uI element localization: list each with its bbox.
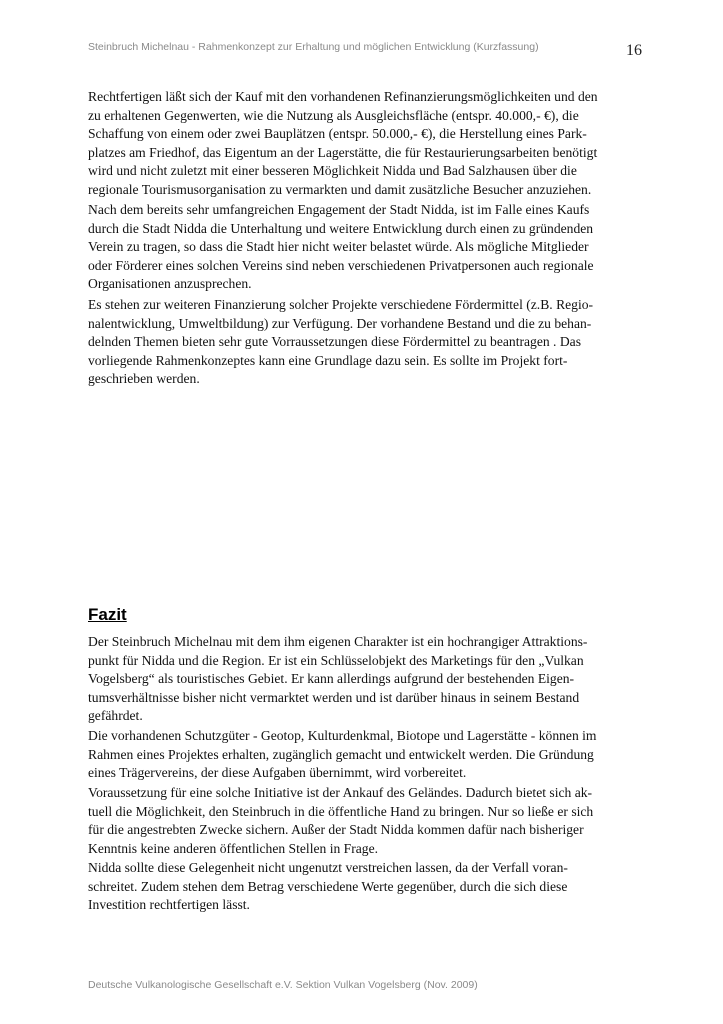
text-line: Rechtfertigen läßt sich der Kauf mit den vorhandenen Refinanzierungsmöglichkeiten und den: [88, 89, 598, 104]
text-line: punkt für Nidda und die Region. Er ist ein Schlüsselobjekt des Marketings für den „Vulkan: [88, 652, 584, 668]
text-line: Vogelsberg“ als touristisches Gebiet. Er kann allerdings aufgrund der bestehenden Eigen-: [88, 671, 575, 687]
text-line: schreitet. Zudem stehen dem Betrag verschiedene Werte gegenüber, durch die sich diese: [88, 878, 568, 894]
fazit-paragraph-4: [88, 859, 641, 915]
text-line: zu erhaltenen Gegenwerten, wie die Nutzung als Ausgleichsfläche (entspr. 40.000,- €), die: [88, 107, 579, 123]
running-header: Steinbruch Michelnau - Rahmenkonzept zur Erhaltung und möglichen Entwicklung (Kurzfassung): [88, 41, 539, 53]
text-line: Rahmen eines Projektes erhalten, zugänglich gemacht und entwickelt werden. Die Gründung: [88, 746, 594, 762]
text-line: Schaffung von einem oder zwei Bauplätzen (entspr. 50.000,- €), die Herstellung eines Park-: [88, 126, 587, 142]
text-line: Nidda sollte diese Gelegenheit nicht ungenutzt verstreichen lassen, da der Verfall voran-: [88, 860, 568, 875]
text-line: für die angestrebten Zwecke sichern. Außer der Stadt Nidda kommen dafür nach bisheriger: [88, 822, 584, 838]
text-line: Organisationen anzusprechen.: [88, 276, 252, 292]
text-line: nalentwicklung, Umweltbildung) zur Verfügung. Der vorhandene Bestand und die zu behan-: [88, 315, 592, 331]
paragraph-3: [88, 296, 641, 389]
text-line: tumsverhältnisse bisher nicht vermarktet werden und ist darüber hinaus in seinem Bestand: [88, 689, 580, 705]
fazit-paragraph-3: [88, 784, 641, 858]
text-line: gefährdet.: [88, 708, 143, 724]
text-line: Nach dem bereits sehr umfangreichen Engagement der Stadt Nidda, ist im Falle eines Kaufs: [88, 202, 590, 217]
text-line: Der Steinbruch Michelnau mit dem ihm eigenen Charakter ist ein hochrangiger Attraktions-: [88, 634, 588, 649]
page-footer: Deutsche Vulkanologische Gesellschaft e.V. Sektion Vulkan Vogelsberg (Nov. 2009): [88, 979, 478, 991]
text-line: vorliegende Rahmenkonzeptes kann eine Grundlage dazu sein. Es sollte im Projekt fort-: [88, 352, 568, 368]
text-line: delnden Themen bieten sehr gute Vorraussetzungen diese Fördermittel zu beantragen . Das: [88, 334, 581, 350]
paragraph-1: [88, 88, 641, 200]
paragraph-2: [88, 201, 641, 294]
text-line: tuell die Möglichkeit, den Steinbruch in die öffentliche Hand zu bringen. Nur so ließe er sich: [88, 803, 594, 819]
text-line: platzes am Friedhof, das Eigentum an der Lagerstätte, die für Restaurierungsarbeiten benötigt: [88, 144, 598, 160]
text-line: Es stehen zur weiteren Finanzierung solcher Projekte verschiedene Fördermittel (z.B. Regio-: [88, 297, 594, 312]
text-line: geschrieben werden.: [88, 371, 200, 387]
text-line: regionale Tourismusorganisation zu vermarkten und damit zusätzliche Besucher anzuziehen.: [88, 181, 592, 197]
text-line: durch die Stadt Nidda die Unterhaltung und weitere Entwicklung durch einen zu gründenden: [88, 220, 594, 236]
text-line: Verein zu tragen, so dass die Stadt hier nicht weiter belastet würde. Als mögliche Mitglieder: [88, 239, 589, 255]
fazit-paragraph-2: [88, 727, 641, 783]
fazit-paragraph-1: [88, 633, 641, 726]
text-line: Voraussetzung für eine solche Initiative ist der Ankauf des Geländes. Dadurch bietet sich ak-: [88, 785, 593, 800]
section-heading: Fazit: [88, 605, 127, 624]
text-line: Investition rechtfertigen lässt.: [88, 897, 250, 913]
text-line: oder Förderer eines solchen Vereins sind neben verschiedenen Privatpersonen auch regionale: [88, 257, 594, 273]
text-line: wird und nicht zuletzt mit einer besseren Möglichkeit Nidda und Bad Salzhausen über die: [88, 163, 577, 179]
text-line: Die vorhandenen Schutzgüter - Geotop, Kulturdenkmal, Biotope und Lagerstätte - können im: [88, 728, 597, 743]
page-number: 16: [626, 42, 642, 59]
text-line: eines Trägervereins, der diese Aufgaben übernimmt, wird vorbereitet.: [88, 765, 467, 781]
text-line: Kenntnis keine anderen öffentlichen Stellen in Frage.: [88, 840, 379, 856]
